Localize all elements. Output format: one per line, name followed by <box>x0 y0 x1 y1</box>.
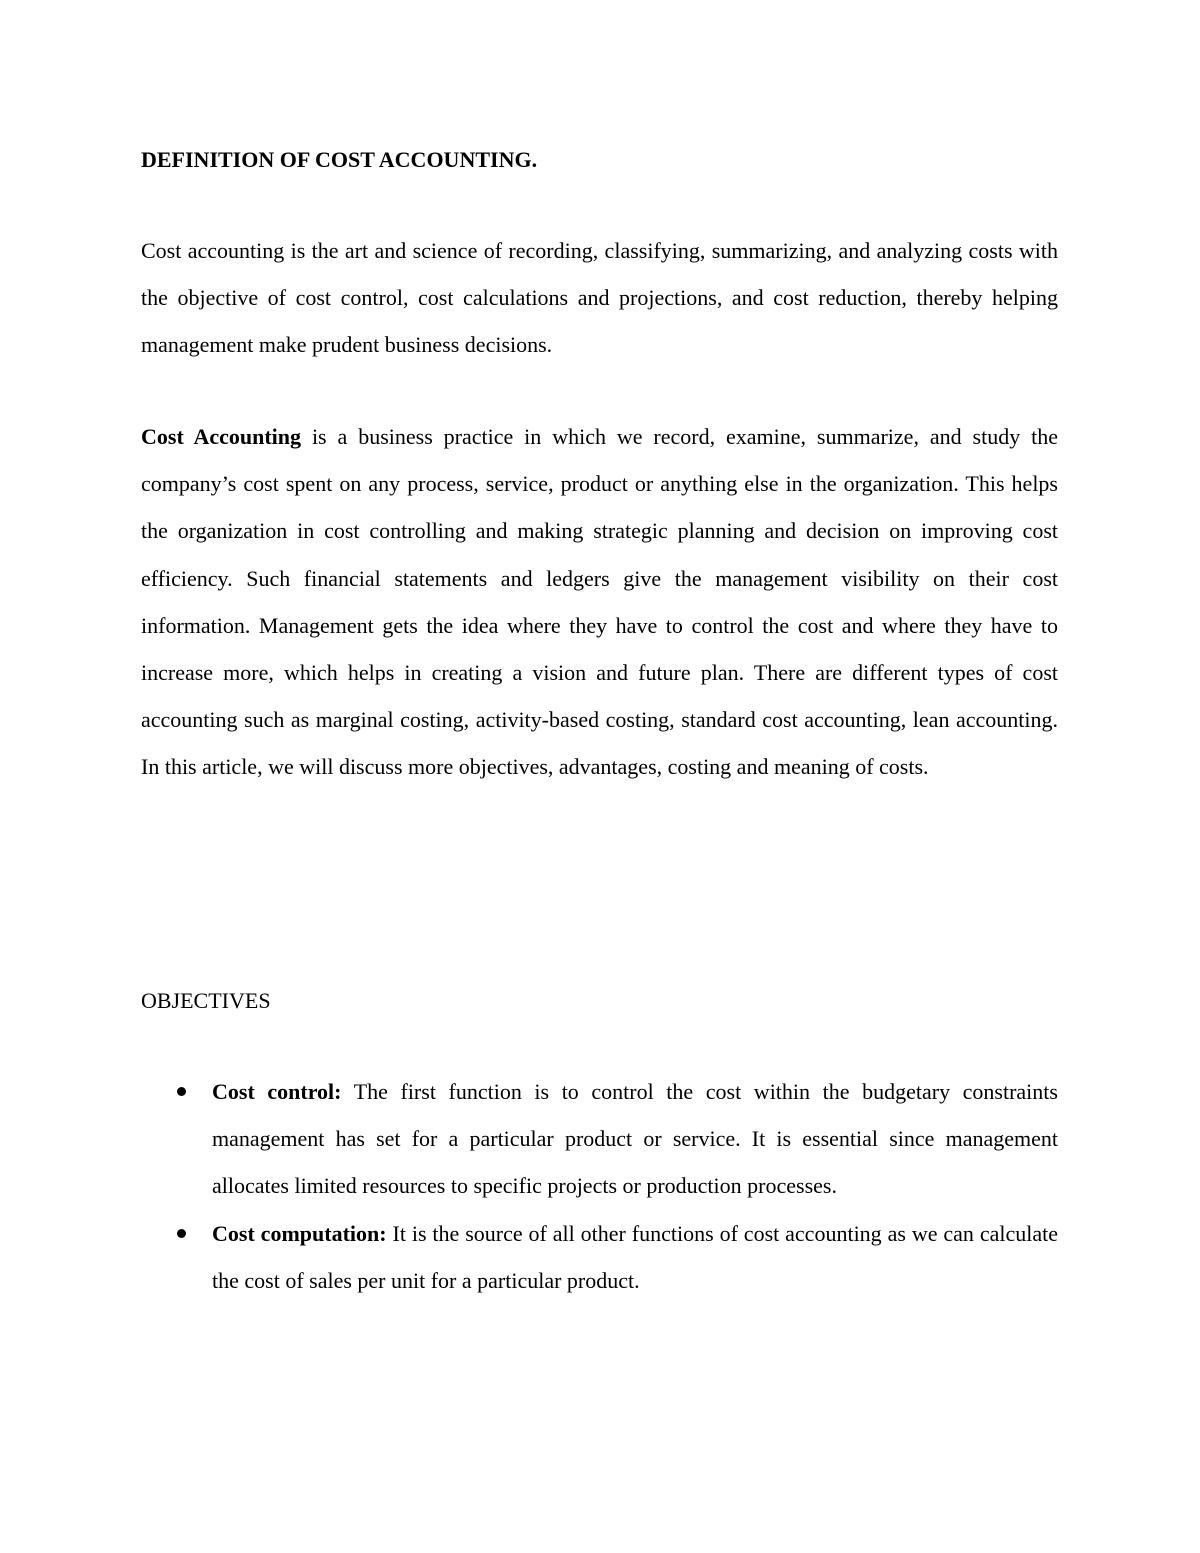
list-item <box>141 1068 1058 1210</box>
objectives-list <box>141 1068 1058 1304</box>
cost-accounting-paragraph <box>141 413 1058 791</box>
paragraph-bold-lead: Cost Accounting <box>141 424 302 449</box>
list-item <box>141 1210 1058 1304</box>
bullet-icon <box>177 1229 186 1238</box>
objective-term: Cost control: <box>212 1079 342 1104</box>
objectives-title: OBJECTIVES <box>141 988 271 1013</box>
objective-text: It is the source of all other functions of cost accounting as we can calculate the cost of sales per unit for a particular product. <box>212 1220 1058 1293</box>
objective-term: Cost computation: <box>212 1220 387 1246</box>
paragraph-body: is a business practice in which we record, examine, summarize, and study the company’s cost spent on any process, service, product or anything else in the organization. This helps the organization in cost controlling and making strategic planning and decision on improving cost efficiency. Such financial statements and ledgers give the management visibility on their cost information. Management gets the idea where they have to control the cost and where they have to increase more, which helps in creating a vision and future plan. There are different types of cost accounting such as marginal costing, activity-based costing, standard cost accounting, lean accounting. In this article, we will discuss more objectives, advantages, costing and meaning of costs. <box>141 424 1058 780</box>
bullet-icon <box>177 1087 186 1096</box>
page-heading: DEFINITION OF COST ACCOUNTING. <box>141 147 538 172</box>
definition-paragraph: Cost accounting is the art and science of recording, classifying, summarizing, and analyzing costs with the objective of cost control, cost calculations and projections, and cost reduction, thereby helping management make prudent business decisions. <box>141 238 1058 358</box>
objective-text: The first function is to control the cost within the budgetary constraints management has set for a particular product or service. It is essential since management allocates limited resources to specific projects or production processes. <box>212 1079 1058 1199</box>
